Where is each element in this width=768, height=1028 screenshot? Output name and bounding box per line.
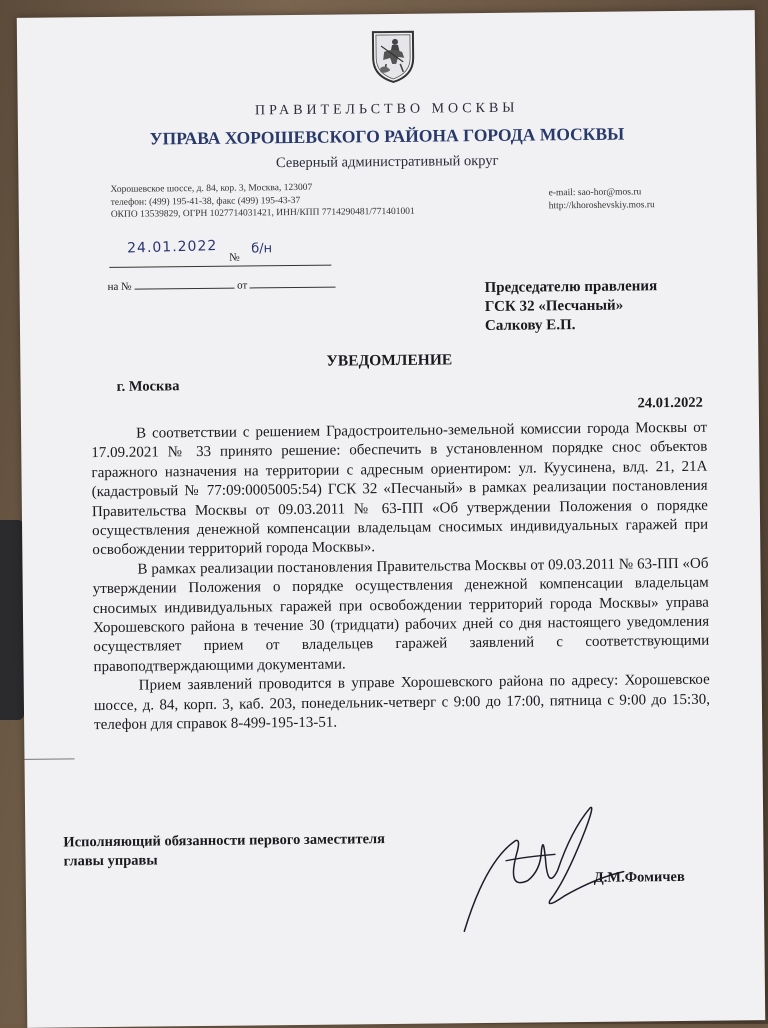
- signer-position: [63, 830, 385, 871]
- reference-line: [107, 277, 336, 293]
- divider: [24, 758, 74, 760]
- registration-number-label: №: [229, 251, 240, 264]
- registration-number: б/н: [251, 241, 273, 257]
- document-sheet: [17, 10, 766, 1028]
- addressee-line: Салкову Е.П.: [484, 317, 576, 335]
- addressee-line: ГСК 32 «Песчаный»: [484, 297, 624, 316]
- reference-date-label: от: [237, 279, 248, 292]
- body-paragraph: В рамках реализации постановления Правительства Москвы от 09.03.2011 № 63-ПП «Об утверждении Положения о порядке осуществления денежной компенсации владельцам сносимых индивидуальных гаражей при освобождении территорий города Москвы» управа Хорошевского района в течение 30 (тридцати) рабочих дней со дня настоящего уведомления осуществляет прием от владельцев гаражей заявлений с соответствующими правоподтверждающими документами.: [92, 555, 710, 675]
- city-label: г. Москва: [116, 378, 180, 395]
- moscow-coat-of-arms-icon: [370, 28, 417, 84]
- address-line: Хорошевское шоссе, д. 84, кор. 3, Москва, 123007: [110, 182, 313, 195]
- contacts-block: [110, 181, 414, 222]
- government-label: ПРАВИТЕЛЬСТВО МОСКВЫ: [254, 100, 519, 119]
- document-date: 24.01.2022: [637, 394, 703, 412]
- registration-date: 24.01.2022: [126, 238, 218, 257]
- requisites-line: ОКПО 13539829, ОГРН 1027714031421, ИНН/КПП 7714290481/771401001: [110, 206, 415, 220]
- okrug-label: Северный административный округ: [275, 152, 499, 172]
- body-paragraph: Прием заявлений проводится в управе Хорошевского района по адресу: Хорошевское шоссе, д. 84, корп. 3, каб. 203, понедельник-четверг с 9:00 до 17:00, пятница с 9:00 до 15:30, телефон для справок 8-499-195-13-51.: [93, 671, 710, 734]
- body-paragraph: В соответствии с решением Градостроительно-земельной комиссии города Москвы от 17.09.2021 № 33 принято решение: обеспечить в установленном порядке снос объектов гаражного назначения на территории с адресным ориентиром: ул. Куусинена, влд. 21, 21А (кадастровый № 77:09:0005005:54) ГСК 32 «Песчаный» в рамках реализации постановления Правительства Москвы от 09.03.2011 № 63-ПП «Об утверждении Положения о порядке осуществления денежной компенсации владельцам сносимых индивидуальных гаражей при освобождении территорий города Москвы».: [91, 419, 709, 559]
- signer-position-line: главы управы: [63, 852, 158, 870]
- uprava-title: УПРАВА ХОРОШЕВСКОГО РАЙОНА ГОРОДА МОСКВЫ: [149, 123, 625, 149]
- website-text: http://khoroshevskiy.mos.ru: [548, 199, 655, 211]
- web-contacts-block: [549, 186, 655, 212]
- email-text: e-mail: sao-hor@mos.ru: [548, 187, 642, 199]
- reference-date-blank: [250, 277, 336, 289]
- signer-position-line: Исполняющий обязанности первого заместителя: [63, 831, 386, 851]
- dark-object-edge: [0, 520, 24, 720]
- signer-name: Д.М.Фомичев: [593, 868, 685, 886]
- addressee-block: [484, 277, 657, 336]
- document-title: УВЕДОМЛЕНИЕ: [326, 351, 453, 370]
- phone-line: телефон: (499) 195-41-38, факс (499) 195-43-37: [110, 195, 301, 208]
- document-body: [91, 419, 710, 736]
- reference-number-label: на №: [107, 280, 132, 293]
- reference-number-blank: [134, 278, 234, 290]
- addressee-line: Председателю правления: [484, 278, 658, 297]
